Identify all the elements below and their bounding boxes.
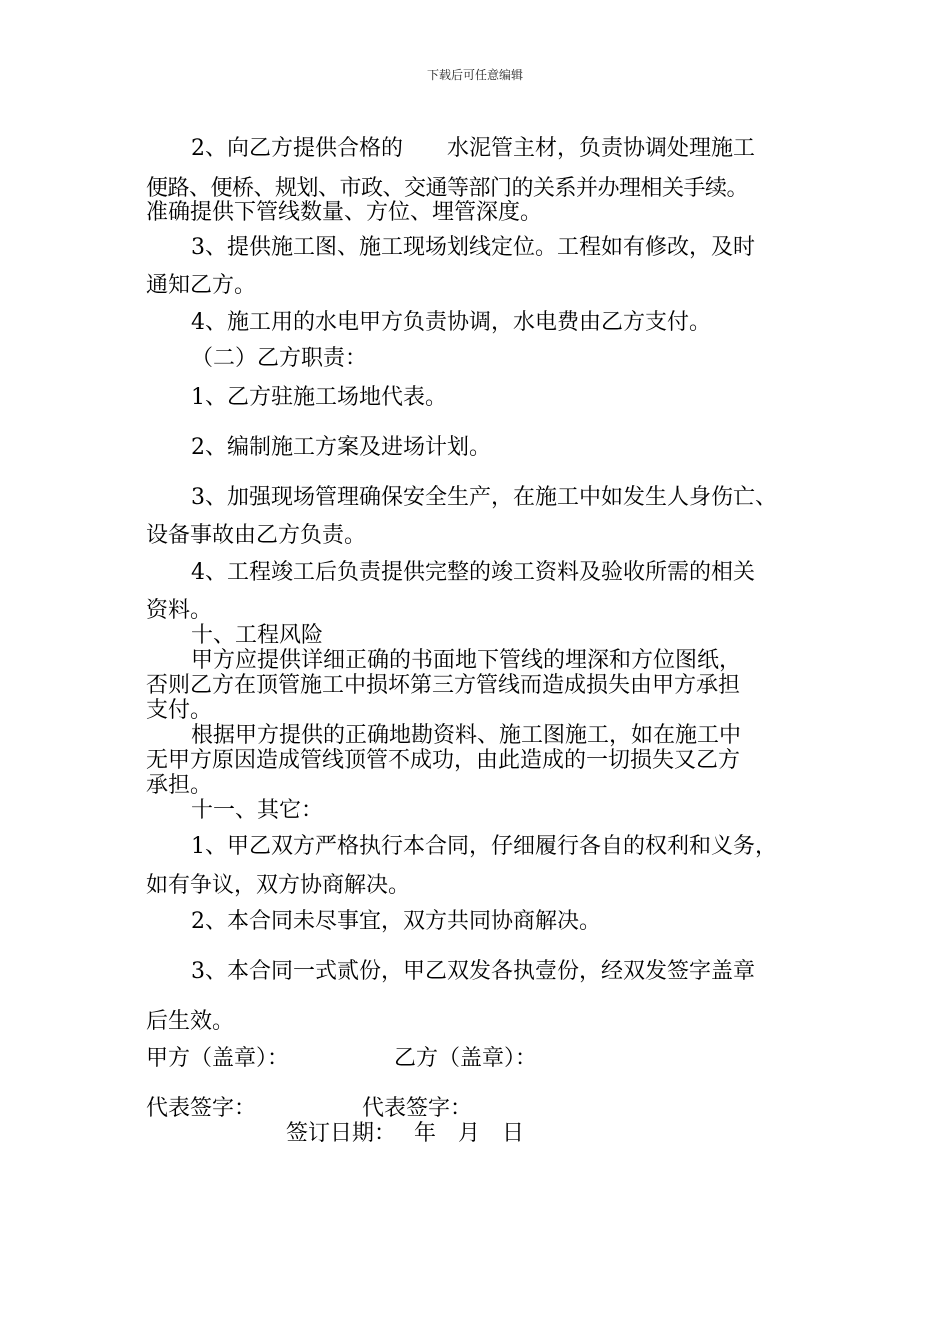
text-line: 4、施工用的水电甲方负责协调，水电费由乙方支付。 bbox=[191, 310, 711, 335]
text-line: 无甲方原因造成管线顶管不成功，由此造成的一切损失又乙方 bbox=[146, 748, 741, 773]
party-a-seal-label: 甲方（盖章）： bbox=[146, 1046, 290, 1071]
text-line: 便路、便桥、规划、市政、交通等部门的关系并办理相关手续。 bbox=[146, 176, 749, 201]
text-line: 资料。 bbox=[146, 598, 213, 623]
text-line: 3、加强现场管理确保安全生产，在施工中如发生人身伤亡、 bbox=[191, 485, 777, 510]
text-line: 支付。 bbox=[146, 698, 213, 723]
text-line: 3、本合同一式贰份，甲乙双发各执壹份，经双发签字盖章 bbox=[191, 959, 755, 984]
text-line: 后生效。 bbox=[146, 1009, 235, 1034]
text-line: 1、乙方驻施工场地代表。 bbox=[191, 385, 447, 410]
text-line: 3、提供施工图、施工现场划线定位。工程如有修改，及时 bbox=[191, 235, 755, 260]
text-line: 如有争议，双方协商解决。 bbox=[146, 873, 411, 898]
text-line: 2、向乙方提供合格的 水泥管主材，负责协调处理施工 bbox=[191, 136, 755, 161]
party-b-rep-label: 代表签字： bbox=[362, 1096, 473, 1121]
text-line: 甲方应提供详细正确的书面地下管线的埋深和方位图纸， bbox=[191, 648, 742, 673]
text-line: 否则乙方在顶管施工中损坏第三方管线而造成损失由甲方承担 bbox=[146, 673, 741, 698]
text-line: 设备事故由乙方负责。 bbox=[146, 523, 367, 548]
page-header: 下载后可任意编辑 bbox=[426, 68, 523, 82]
text-line: 2、本合同未尽事宜，双方共同协商解决。 bbox=[191, 909, 601, 934]
text-line: 准确提供下管线数量、方位、埋管深度。 bbox=[146, 200, 543, 225]
party-b-seal-label: 乙方（盖章）： bbox=[394, 1046, 538, 1071]
text-line: 2、编制施工方案及进场计划。 bbox=[191, 435, 491, 460]
section-heading: 十一、其它： bbox=[191, 798, 324, 823]
text-line: 通知乙方。 bbox=[146, 273, 257, 298]
sign-date-label: 签订日期： 年 月 日 bbox=[286, 1121, 524, 1146]
section-subheading: （二）乙方职责： bbox=[191, 346, 368, 371]
text-line: 1、甲乙双方严格执行本合同，仔细履行各自的权利和义务， bbox=[191, 834, 777, 859]
text-line: 根据甲方提供的正确地勘资料、施工图施工，如在施工中 bbox=[191, 723, 742, 748]
text-line: 承担。 bbox=[146, 773, 213, 798]
party-a-rep-label: 代表签字： bbox=[146, 1096, 257, 1121]
section-heading: 十、工程风险 bbox=[191, 623, 324, 648]
text-line: 4、工程竣工后负责提供完整的竣工资料及验收所需的相关 bbox=[191, 560, 755, 585]
